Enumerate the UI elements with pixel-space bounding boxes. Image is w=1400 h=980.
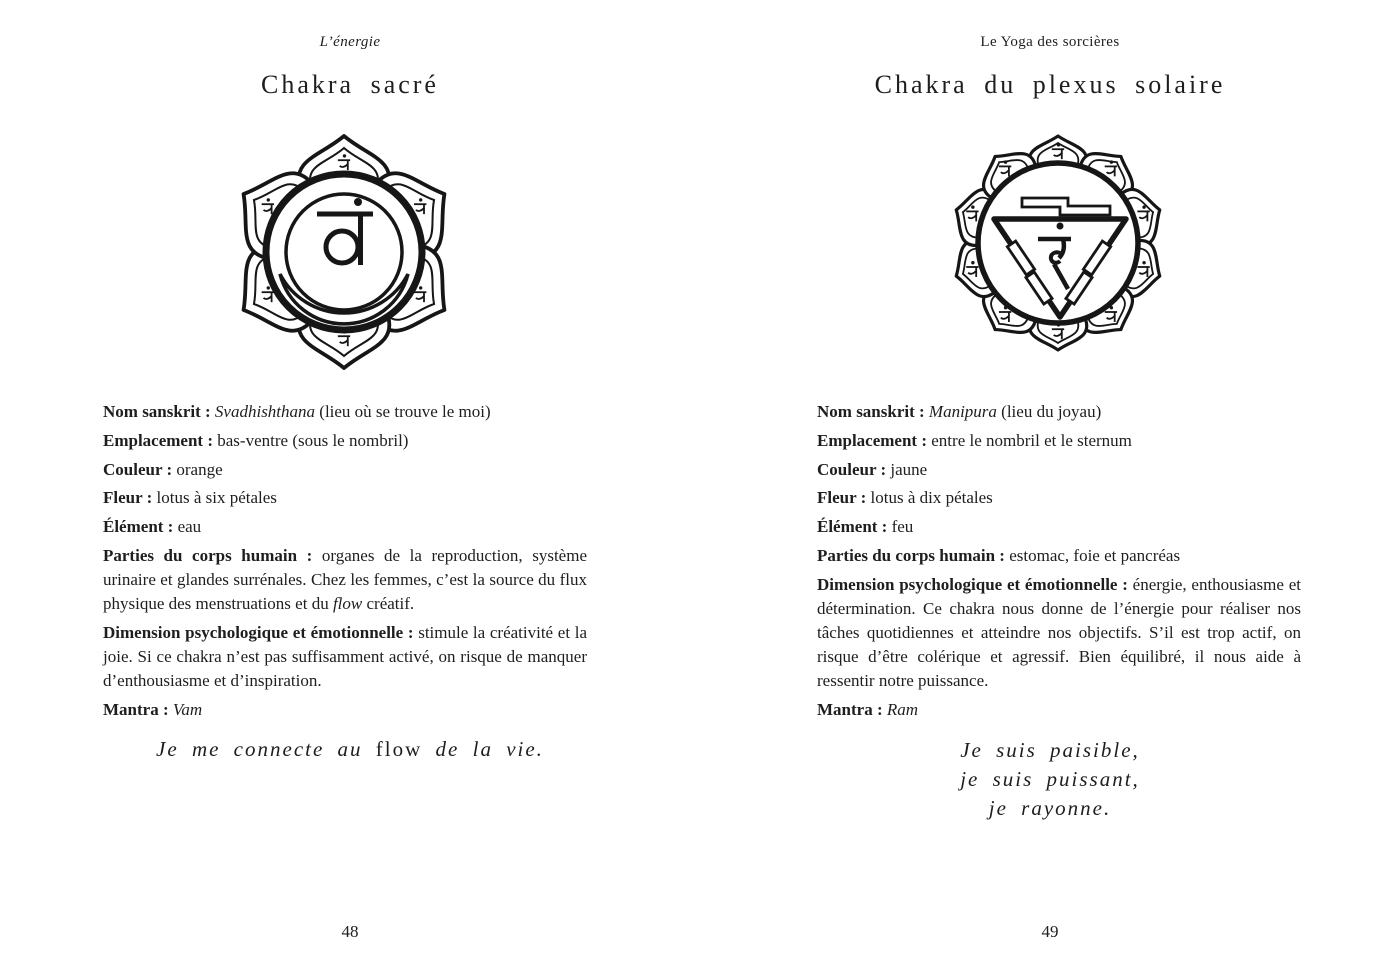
field-paragraph	[817, 515, 1301, 539]
text-segment: lotus à dix pétales	[870, 488, 993, 508]
field-paragraph	[103, 400, 587, 424]
text-segment: organes de la reproduction, système urinaire et glandes surrénales. Chez les femmes, c’est la source du flux physique des menstruations et du	[103, 545, 587, 613]
text-segment: Je me connecte au	[156, 737, 376, 761]
affirmation-line	[700, 765, 1400, 794]
field-paragraph	[103, 698, 587, 722]
text-segment: Élément :	[817, 517, 892, 537]
outer-ring	[978, 163, 1138, 323]
field-paragraph	[103, 458, 587, 482]
text-segment: lotus à six pétales	[156, 488, 277, 508]
text-segment: jaune	[890, 459, 928, 479]
field-paragraph	[817, 486, 1301, 510]
chakra-fields	[103, 400, 587, 726]
text-segment: Dimension psychologique et émotionnelle :	[817, 574, 1133, 594]
text-segment: Mantra :	[103, 699, 173, 719]
text-segment: créatif.	[362, 593, 415, 613]
right-page	[700, 0, 1400, 980]
text-segment: je suis puissant,	[960, 767, 1140, 791]
text-segment: Parties du corps humain :	[103, 545, 322, 565]
field-paragraph	[103, 429, 587, 453]
text-segment: énergie, enthousiasme et détermination. Ce chakra nous donne de l’énergie pour réaliser nos tâches quotidiennes et atteindre nos objectifs. S’il est trop actif, on risque d’être colérique et agressif. Bien équilibré, il nous aide à ressentir notre puissance.	[817, 574, 1301, 690]
text-segment: je rayonne.	[988, 796, 1112, 820]
page-title: Chakra sacré	[261, 70, 439, 99]
text-segment: feu	[891, 517, 914, 537]
text-segment: Vam	[172, 699, 203, 719]
inner-circle	[286, 194, 402, 310]
affirmation	[700, 736, 1400, 823]
text-segment: Ram	[886, 699, 919, 719]
affirmation-line	[0, 735, 700, 764]
text-segment: Couleur :	[817, 459, 891, 479]
text-segment: Nom sanskrit :	[817, 402, 929, 421]
affirmation	[0, 735, 700, 764]
text-segment: Manipura	[928, 402, 997, 421]
text-segment: Fleur :	[103, 488, 157, 508]
text-segment: Parties du corps humain :	[817, 545, 1010, 565]
text-segment: Svadhishthana	[214, 402, 316, 421]
field-paragraph	[103, 486, 587, 510]
text-segment: Je suis paisible,	[960, 738, 1140, 762]
text-segment: Dimension psychologique et émotionnelle :	[103, 622, 419, 642]
field-paragraph	[103, 544, 587, 616]
field-paragraph	[817, 400, 1301, 424]
field-paragraph	[817, 573, 1301, 693]
text-segment: Élément :	[103, 517, 178, 537]
field-paragraph	[817, 458, 1301, 482]
field-paragraph	[817, 429, 1301, 453]
running-head: L’énergie	[319, 34, 381, 50]
text-segment: entre le nombril et le sternum	[931, 430, 1132, 450]
text-segment: de la vie.	[422, 737, 544, 761]
affirmation-line	[700, 794, 1400, 823]
text-segment: (lieu où se trouve le moi)	[315, 402, 491, 421]
manipura-chakra-symbol	[933, 118, 1183, 368]
text-segment: flow	[375, 737, 423, 761]
page-number: 48	[341, 922, 359, 941]
svadhishthana-chakra-symbol	[219, 127, 469, 377]
field-paragraph	[103, 621, 587, 693]
text-segment: (lieu du joyau)	[996, 402, 1102, 421]
chakra-fields	[817, 400, 1301, 726]
text-segment: orange	[176, 459, 223, 479]
text-segment: estomac, foie et pancréas	[1009, 545, 1181, 565]
text-segment: Fleur :	[817, 488, 871, 508]
text-segment: Emplacement :	[103, 430, 218, 450]
text-segment: stimule la créativité et la joie. Si ce chakra n’est pas suffisamment activé, on risque de manquer d’enthousiasme et d’inspiration.	[103, 622, 587, 690]
text-segment: eau	[177, 517, 202, 537]
text-segment: bas-ventre (sous le nombril)	[217, 430, 409, 450]
field-paragraph	[817, 698, 1301, 722]
page-title: Chakra du plexus solaire	[874, 70, 1226, 99]
text-segment: Emplacement :	[817, 430, 932, 450]
text-segment: Couleur :	[103, 459, 177, 479]
text-segment: Mantra :	[817, 699, 887, 719]
text-segment: Nom sanskrit :	[103, 402, 215, 421]
field-paragraph	[103, 515, 587, 539]
affirmation-line	[700, 736, 1400, 765]
text-segment: flow	[332, 593, 363, 613]
field-paragraph	[817, 544, 1301, 568]
page-number: 49	[1041, 922, 1059, 941]
running-head: Le Yoga des sorcières	[980, 34, 1120, 50]
